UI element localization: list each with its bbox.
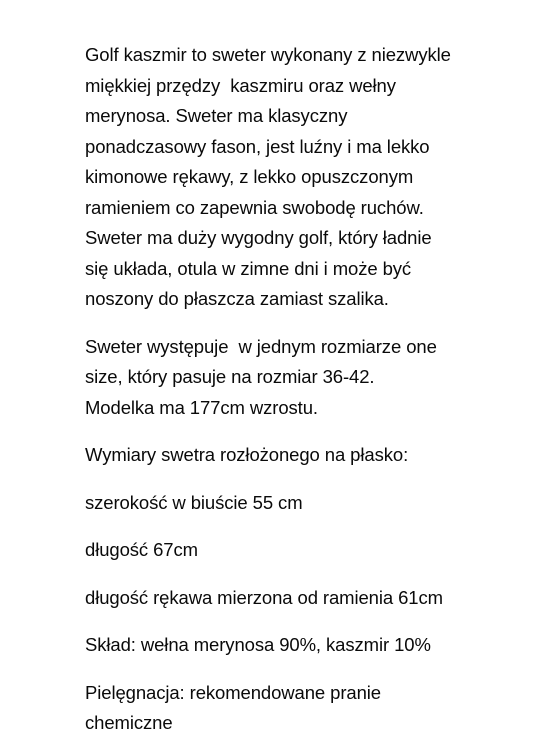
description-line: się układa, otula w zimne dni i może być <box>85 257 412 279</box>
measurement-bust-width <box>85 488 505 519</box>
description-line: ponadczasowy fason, jest luźny i ma lekko <box>85 135 430 157</box>
size-paragraph <box>85 332 505 424</box>
composition-text: Skład: wełna merynosa 90%, kaszmir 10% <box>85 634 431 655</box>
description-line: ramieniem co zapewnia swobodę ruchów. <box>85 196 424 218</box>
description-line: kimonowe rękawy, z lekko opuszczonym <box>85 166 414 187</box>
measurements-heading-text: Wymiary swetra rozłożonego na płasko: <box>85 444 409 465</box>
product-description <box>85 40 505 756</box>
composition <box>85 630 505 661</box>
care-instructions-line: Pielęgnacja: rekomendowane pranie <box>85 681 381 703</box>
description-line: merynosa. Sweter ma klasyczny <box>85 105 348 126</box>
description-line: Sweter ma duży wygodny golf, który ładnie <box>85 227 432 248</box>
size-line: Sweter występuje w jednym rozmiarze one <box>85 335 437 357</box>
care-instructions-line: chemiczne <box>85 712 173 733</box>
measurement-sleeve-length <box>85 583 505 614</box>
size-line: Modelka ma 177cm wzrostu. <box>85 396 318 418</box>
description-line: miękkiej przędzy kaszmiru oraz wełny <box>85 74 396 96</box>
care-instructions <box>85 678 505 739</box>
measurement-bust-width-text: szerokość w biuście 55 cm <box>85 491 303 513</box>
size-line: size, który pasuje na rozmiar 36-42. <box>85 366 375 387</box>
description-paragraph <box>85 40 505 315</box>
description-line: noszony do płaszcza zamiast szalika. <box>85 288 389 309</box>
measurement-sleeve-length-text: długość rękawa mierzona od ramienia 61cm <box>85 586 443 608</box>
description-line: Golf kaszmir to sweter wykonany z niezwykle <box>85 44 451 65</box>
measurement-length-text: długość 67cm <box>85 539 198 560</box>
measurement-length <box>85 535 505 566</box>
measurements-heading <box>85 440 505 471</box>
